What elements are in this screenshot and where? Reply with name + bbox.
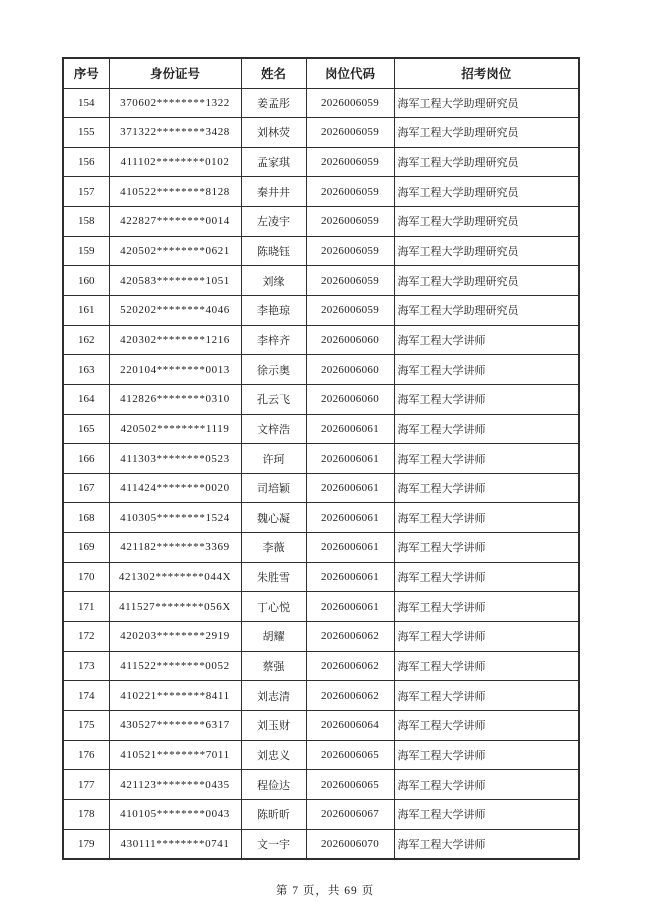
job-title-cell: 海军工程大学助理研究员 — [394, 147, 579, 177]
table-row — [63, 207, 579, 237]
table-row — [63, 147, 579, 177]
id-number-cell: 410105********0043 — [109, 799, 241, 829]
table-row — [63, 384, 579, 414]
name-cell: 文梓浩 — [241, 414, 306, 444]
serial-number-cell: 174 — [63, 681, 109, 711]
table-row — [63, 118, 579, 148]
id-number-cell: 421302********044X — [109, 562, 241, 592]
serial-number-cell: 157 — [63, 177, 109, 207]
name-cell: 文一宇 — [241, 829, 306, 859]
table-row — [63, 562, 579, 592]
job-code-cell: 2026006064 — [306, 710, 394, 740]
name-cell: 刘忠义 — [241, 740, 306, 770]
name-cell: 司培颖 — [241, 473, 306, 503]
serial-number-cell: 158 — [63, 207, 109, 237]
job-title-cell: 海军工程大学讲师 — [394, 384, 579, 414]
job-title-cell: 海军工程大学讲师 — [394, 503, 579, 533]
job-code-cell: 2026006062 — [306, 651, 394, 681]
name-cell: 李梓齐 — [241, 325, 306, 355]
table-row — [63, 295, 579, 325]
id-number-cell: 411522********0052 — [109, 651, 241, 681]
job-code-cell: 2026006061 — [306, 444, 394, 474]
serial-number-cell: 179 — [63, 829, 109, 859]
serial-number-cell: 176 — [63, 740, 109, 770]
job-code-cell: 2026006060 — [306, 384, 394, 414]
table-row — [63, 622, 579, 652]
table-row — [63, 325, 579, 355]
id-number-cell: 410522********8128 — [109, 177, 241, 207]
name-cell: 李薇 — [241, 533, 306, 563]
job-title-cell: 海军工程大学讲师 — [394, 592, 579, 622]
name-cell: 陈晓钰 — [241, 236, 306, 266]
id-number-cell: 421123********0435 — [109, 770, 241, 800]
job-code-cell: 2026006061 — [306, 592, 394, 622]
recruitment-roster-table — [62, 57, 580, 860]
name-cell: 姜孟彤 — [241, 88, 306, 118]
job-code-cell: 2026006060 — [306, 355, 394, 385]
id-number-cell: 410221********8411 — [109, 681, 241, 711]
job-title-cell: 海军工程大学讲师 — [394, 444, 579, 474]
name-cell: 魏心凝 — [241, 503, 306, 533]
table-row — [63, 592, 579, 622]
header-job-code: 岗位代码 — [306, 58, 394, 88]
id-number-cell: 420302********1216 — [109, 325, 241, 355]
serial-number-cell: 175 — [63, 710, 109, 740]
name-cell: 左凌宇 — [241, 207, 306, 237]
job-code-cell: 2026006062 — [306, 681, 394, 711]
job-title-cell: 海军工程大学助理研究员 — [394, 118, 579, 148]
table-row — [63, 829, 579, 859]
job-code-cell: 2026006067 — [306, 799, 394, 829]
serial-number-cell: 160 — [63, 266, 109, 296]
job-title-cell: 海军工程大学讲师 — [394, 473, 579, 503]
job-code-cell: 2026006065 — [306, 740, 394, 770]
job-title-cell: 海军工程大学讲师 — [394, 622, 579, 652]
id-number-cell: 520202********4046 — [109, 295, 241, 325]
serial-number-cell: 167 — [63, 473, 109, 503]
name-cell: 李艳琼 — [241, 295, 306, 325]
id-number-cell: 410521********7011 — [109, 740, 241, 770]
table-row — [63, 503, 579, 533]
serial-number-cell: 164 — [63, 384, 109, 414]
serial-number-cell: 154 — [63, 88, 109, 118]
id-number-cell: 411303********0523 — [109, 444, 241, 474]
job-title-cell: 海军工程大学讲师 — [394, 681, 579, 711]
id-number-cell: 410305********1524 — [109, 503, 241, 533]
job-title-cell: 海军工程大学讲师 — [394, 533, 579, 563]
table-body — [63, 88, 579, 859]
serial-number-cell: 168 — [63, 503, 109, 533]
id-number-cell: 420203********2919 — [109, 622, 241, 652]
serial-number-cell: 178 — [63, 799, 109, 829]
serial-number-cell: 159 — [63, 236, 109, 266]
name-cell: 程俭达 — [241, 770, 306, 800]
job-title-cell: 海军工程大学助理研究员 — [394, 88, 579, 118]
job-code-cell: 2026006059 — [306, 295, 394, 325]
job-code-cell: 2026006059 — [306, 147, 394, 177]
id-number-cell: 412826********0310 — [109, 384, 241, 414]
job-title-cell: 海军工程大学讲师 — [394, 799, 579, 829]
name-cell: 胡耀 — [241, 622, 306, 652]
header-name: 姓名 — [241, 58, 306, 88]
name-cell: 孔云飞 — [241, 384, 306, 414]
serial-number-cell: 155 — [63, 118, 109, 148]
job-title-cell: 海军工程大学讲师 — [394, 829, 579, 859]
job-code-cell: 2026006061 — [306, 473, 394, 503]
name-cell: 秦井井 — [241, 177, 306, 207]
table-row — [63, 177, 579, 207]
serial-number-cell: 173 — [63, 651, 109, 681]
job-title-cell: 海军工程大学助理研究员 — [394, 177, 579, 207]
id-number-cell: 411424********0020 — [109, 473, 241, 503]
id-number-cell: 420583********1051 — [109, 266, 241, 296]
serial-number-cell: 170 — [63, 562, 109, 592]
serial-number-cell: 162 — [63, 325, 109, 355]
job-title-cell: 海军工程大学讲师 — [394, 770, 579, 800]
job-code-cell: 2026006062 — [306, 622, 394, 652]
job-title-cell: 海军工程大学助理研究员 — [394, 266, 579, 296]
name-cell: 蔡强 — [241, 651, 306, 681]
table-row — [63, 681, 579, 711]
job-code-cell: 2026006059 — [306, 118, 394, 148]
job-code-cell: 2026006061 — [306, 503, 394, 533]
serial-number-cell: 161 — [63, 295, 109, 325]
job-code-cell: 2026006065 — [306, 770, 394, 800]
table-row — [63, 651, 579, 681]
table-row — [63, 414, 579, 444]
serial-number-cell: 163 — [63, 355, 109, 385]
job-title-cell: 海军工程大学助理研究员 — [394, 207, 579, 237]
table-row — [63, 770, 579, 800]
job-code-cell: 2026006059 — [306, 266, 394, 296]
job-title-cell: 海军工程大学助理研究员 — [394, 236, 579, 266]
serial-number-cell: 165 — [63, 414, 109, 444]
job-title-cell: 海军工程大学讲师 — [394, 740, 579, 770]
id-number-cell: 420502********0621 — [109, 236, 241, 266]
serial-number-cell: 172 — [63, 622, 109, 652]
id-number-cell: 420502********1119 — [109, 414, 241, 444]
table-row — [63, 88, 579, 118]
name-cell: 朱胜雪 — [241, 562, 306, 592]
name-cell: 孟家琪 — [241, 147, 306, 177]
job-title-cell: 海军工程大学讲师 — [394, 414, 579, 444]
id-number-cell: 220104********0013 — [109, 355, 241, 385]
id-number-cell: 370602********1322 — [109, 88, 241, 118]
id-number-cell: 411527********056X — [109, 592, 241, 622]
name-cell: 徐示奥 — [241, 355, 306, 385]
job-title-cell: 海军工程大学讲师 — [394, 710, 579, 740]
job-code-cell: 2026006070 — [306, 829, 394, 859]
name-cell: 刘林荧 — [241, 118, 306, 148]
id-number-cell: 421182********3369 — [109, 533, 241, 563]
job-code-cell: 2026006059 — [306, 177, 394, 207]
job-title-cell: 海军工程大学讲师 — [394, 355, 579, 385]
name-cell: 刘志清 — [241, 681, 306, 711]
header-id-number: 身份证号 — [109, 58, 241, 88]
header-job-title: 招考岗位 — [394, 58, 579, 88]
serial-number-cell: 171 — [63, 592, 109, 622]
table-row — [63, 799, 579, 829]
job-code-cell: 2026006060 — [306, 325, 394, 355]
id-number-cell: 422827********0014 — [109, 207, 241, 237]
table-row — [63, 266, 579, 296]
table-row — [63, 710, 579, 740]
table-row — [63, 740, 579, 770]
table-row — [63, 355, 579, 385]
id-number-cell: 430111********0741 — [109, 829, 241, 859]
serial-number-cell: 169 — [63, 533, 109, 563]
name-cell: 许珂 — [241, 444, 306, 474]
id-number-cell: 411102********0102 — [109, 147, 241, 177]
serial-number-cell: 177 — [63, 770, 109, 800]
job-code-cell: 2026006061 — [306, 533, 394, 563]
table-row — [63, 236, 579, 266]
id-number-cell: 430527********6317 — [109, 710, 241, 740]
job-code-cell: 2026006059 — [306, 207, 394, 237]
header-serial-number: 序号 — [63, 58, 109, 88]
job-code-cell: 2026006061 — [306, 414, 394, 444]
serial-number-cell: 156 — [63, 147, 109, 177]
job-title-cell: 海军工程大学讲师 — [394, 325, 579, 355]
table-row — [63, 473, 579, 503]
id-number-cell: 371322********3428 — [109, 118, 241, 148]
table-header-row — [63, 58, 579, 88]
job-code-cell: 2026006061 — [306, 562, 394, 592]
table-row — [63, 444, 579, 474]
job-title-cell: 海军工程大学讲师 — [394, 651, 579, 681]
job-code-cell: 2026006059 — [306, 236, 394, 266]
table-row — [63, 533, 579, 563]
name-cell: 丁心悦 — [241, 592, 306, 622]
job-title-cell: 海军工程大学讲师 — [394, 562, 579, 592]
job-code-cell: 2026006059 — [306, 88, 394, 118]
page-number-footer: 第 7 页，共 69 页 — [275, 885, 375, 897]
job-title-cell: 海军工程大学助理研究员 — [394, 295, 579, 325]
serial-number-cell: 166 — [63, 444, 109, 474]
name-cell: 刘缘 — [241, 266, 306, 296]
name-cell: 陈昕昕 — [241, 799, 306, 829]
name-cell: 刘玉财 — [241, 710, 306, 740]
